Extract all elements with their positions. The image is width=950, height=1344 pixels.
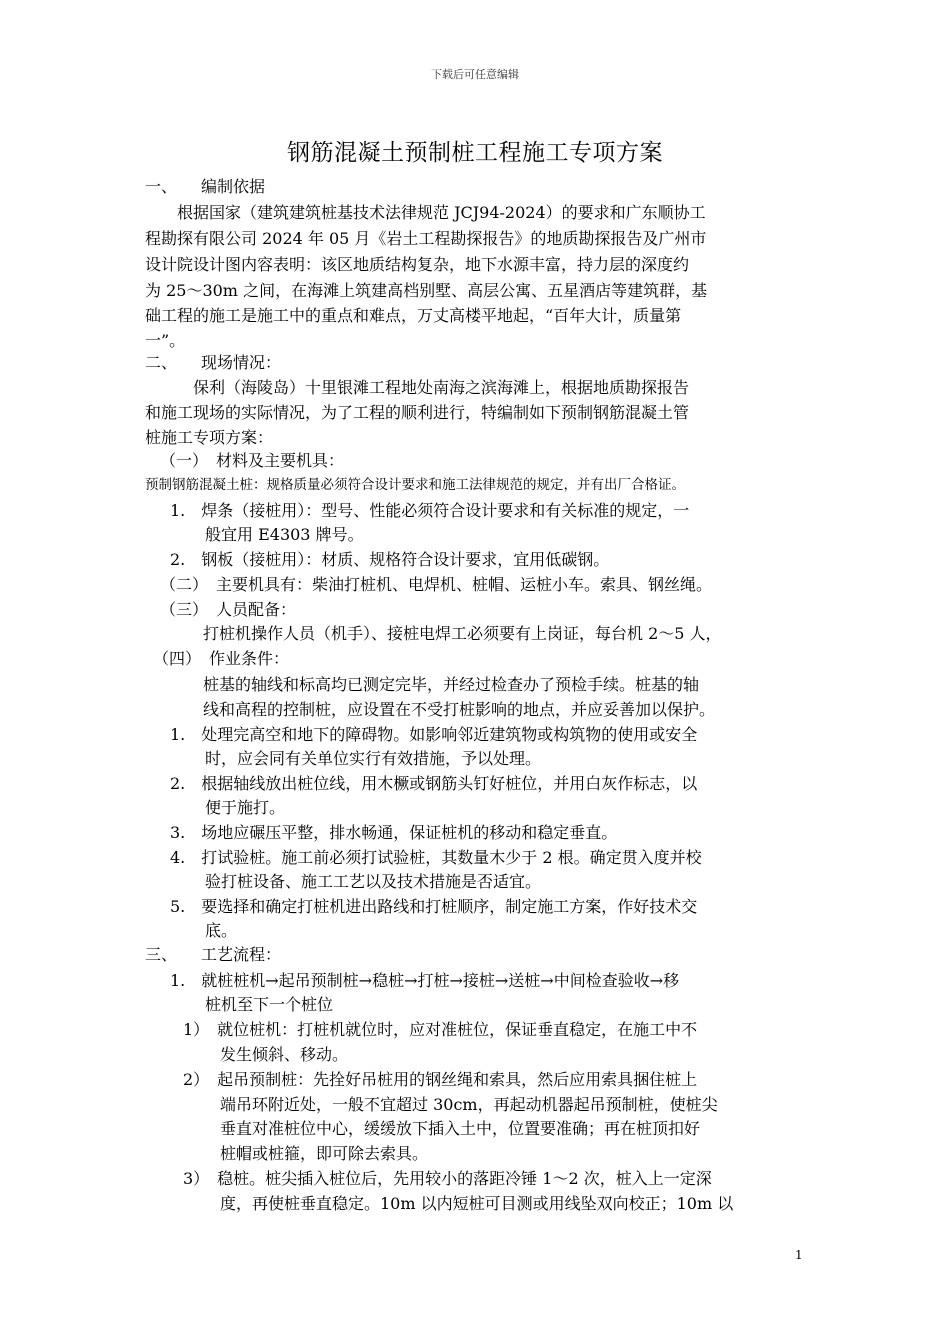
paragraph-line: 桩基的轴线和标高均已测定完毕，并经过检查办了预检手续。桩基的轴 bbox=[203, 675, 700, 694]
sub-list-item-continuation: 发生倾斜、移动。 bbox=[220, 1045, 349, 1064]
list-item-continuation: 便于施打。 bbox=[205, 798, 286, 817]
sub-list-item: 1） 就位桩机：打桩机就位时，应对准桩位，保证垂直稳定，在施工中不 bbox=[183, 1020, 698, 1039]
section-heading: 三、 工艺流程： bbox=[145, 945, 282, 964]
list-item: 5. 要选择和确定打桩机进出路线和打桩顺序，制定施工方案，作好技术交 bbox=[170, 897, 698, 916]
section-heading: 二、 现场情况： bbox=[145, 353, 282, 372]
list-item: 1. 焊条（接桩用）：型号、性能必须符合设计要求和有关标准的规定，一 bbox=[170, 501, 690, 520]
paragraph-line: 打桩机操作人员（机手）、接桩电焊工必须要有上岗证，每台机 2～5 人， bbox=[203, 624, 722, 643]
paragraph-line: 设计院设计图内容表明：该区地质结构复杂，地下水源丰富，持力层的深度约 bbox=[145, 255, 690, 274]
subsection-heading: （三） 人员配备： bbox=[160, 600, 297, 619]
list-item-continuation: 时，应会同有关单位实行有效措施，予以处理。 bbox=[205, 749, 542, 768]
list-item-continuation: 验打桩设备、施工工艺以及技术措施是否适宜。 bbox=[205, 872, 542, 891]
list-item: 1. 处理完高空和地下的障碍物。如影响邻近建筑物或构筑物的使用或安全 bbox=[170, 725, 698, 744]
paragraph-line: 线和高程的控制桩，应设置在不受打桩影响的地点，并应妥善加以保护。 bbox=[203, 700, 716, 719]
document-title: 钢筋混凝土预制桩工程施工专项方案 bbox=[287, 140, 663, 166]
page-header: 下载后可任意编辑 bbox=[431, 68, 519, 81]
paragraph-line: 为 25～30m 之间，在海滩上筑建高档别墅、高层公寓、五星酒店等建筑群，基 bbox=[145, 281, 708, 300]
paragraph-line: 程勘探有限公司 2024 年 05 月《岩土工程勘探报告》的地质勘探报告及广州市 bbox=[145, 229, 707, 248]
section-heading: 一、 编制依据 bbox=[145, 177, 266, 196]
sub-list-item-continuation: 垂直对准桩位中心，缓缓放下插入土中，位置要准确；再在桩顶扣好 bbox=[220, 1119, 701, 1138]
list-item: 2. 钢板（接桩用）：材质、规格符合设计要求，宜用低碳钢。 bbox=[170, 550, 610, 569]
paragraph-line: 和施工现场的实际情况，为了工程的顺利进行，特编制如下预制钢筋混凝土管 bbox=[145, 403, 690, 422]
list-item-continuation: 桩机至下一个桩位 bbox=[205, 995, 334, 1014]
sub-list-item: 3） 稳桩。桩尖插入桩位后，先用较小的落距冷锤 1～2 次，桩入上一定深 bbox=[183, 1169, 712, 1188]
sub-list-item-continuation: 桩帽或桩箍，即可除去索具。 bbox=[220, 1144, 429, 1163]
subsection-heading: （四） 作业条件： bbox=[153, 649, 290, 668]
paragraph-line: 一”。 bbox=[145, 331, 186, 350]
paragraph-line: 桩施工专项方案： bbox=[145, 428, 274, 447]
list-item-continuation: 般宜用 E4303 牌号。 bbox=[205, 525, 364, 544]
paragraph-line: 预制钢筋混凝土桩：规格质量必须符合设计要求和施工法律规范的规定，并有出厂合格证。 bbox=[145, 477, 685, 493]
subsection-heading: （二） 主要机具有：柴油打桩机、电焊机、桩帽、运桩小车。索具、钢丝绳。 bbox=[160, 575, 713, 594]
sub-list-item-continuation: 度，再使桩垂直稳定。10m 以内短桩可目测或用线坠双向校正；10m 以 bbox=[220, 1194, 734, 1213]
list-item-continuation: 底。 bbox=[205, 921, 238, 940]
paragraph-line: 根据国家（建筑建筑桩基技术法律规范 JCJ94-2024）的要求和广东顺协工 bbox=[145, 203, 706, 222]
subsection-heading: （一） 材料及主要机具： bbox=[160, 451, 345, 470]
list-item: 1. 就桩桩机→起吊预制桩→稳桩→打桩→接桩→送桩→中间检查验收→移 bbox=[170, 971, 680, 990]
paragraph-line: 保利（海陵岛）十里银滩工程地处南海之滨海滩上，根据地质勘探报告 bbox=[145, 378, 690, 397]
list-item: 4. 打试验桩。施工前必须打试验桩，其数量木少于 2 根。确定贯入度并校 bbox=[170, 848, 702, 867]
paragraph-line: 础工程的施工是施工中的重点和难点，万丈高楼平地起，“百年大计，质量第 bbox=[145, 306, 682, 325]
list-item: 2. 根据轴线放出桩位线，用木橛或钢筋头钉好桩位，并用白灰作标志，以 bbox=[170, 774, 698, 793]
sub-list-item-continuation: 端吊环附近处，一般不宜超过 30cm，再起动机器起吊预制桩，使桩尖 bbox=[220, 1095, 718, 1114]
page-number: 1 bbox=[795, 1248, 803, 1262]
sub-list-item: 2） 起吊预制桩：先拴好吊桩用的钢丝绳和索具，然后应用索具捆住桩上 bbox=[183, 1070, 698, 1089]
list-item: 3. 场地应碾压平整，排水畅通，保证桩机的移动和稳定垂直。 bbox=[170, 823, 618, 842]
